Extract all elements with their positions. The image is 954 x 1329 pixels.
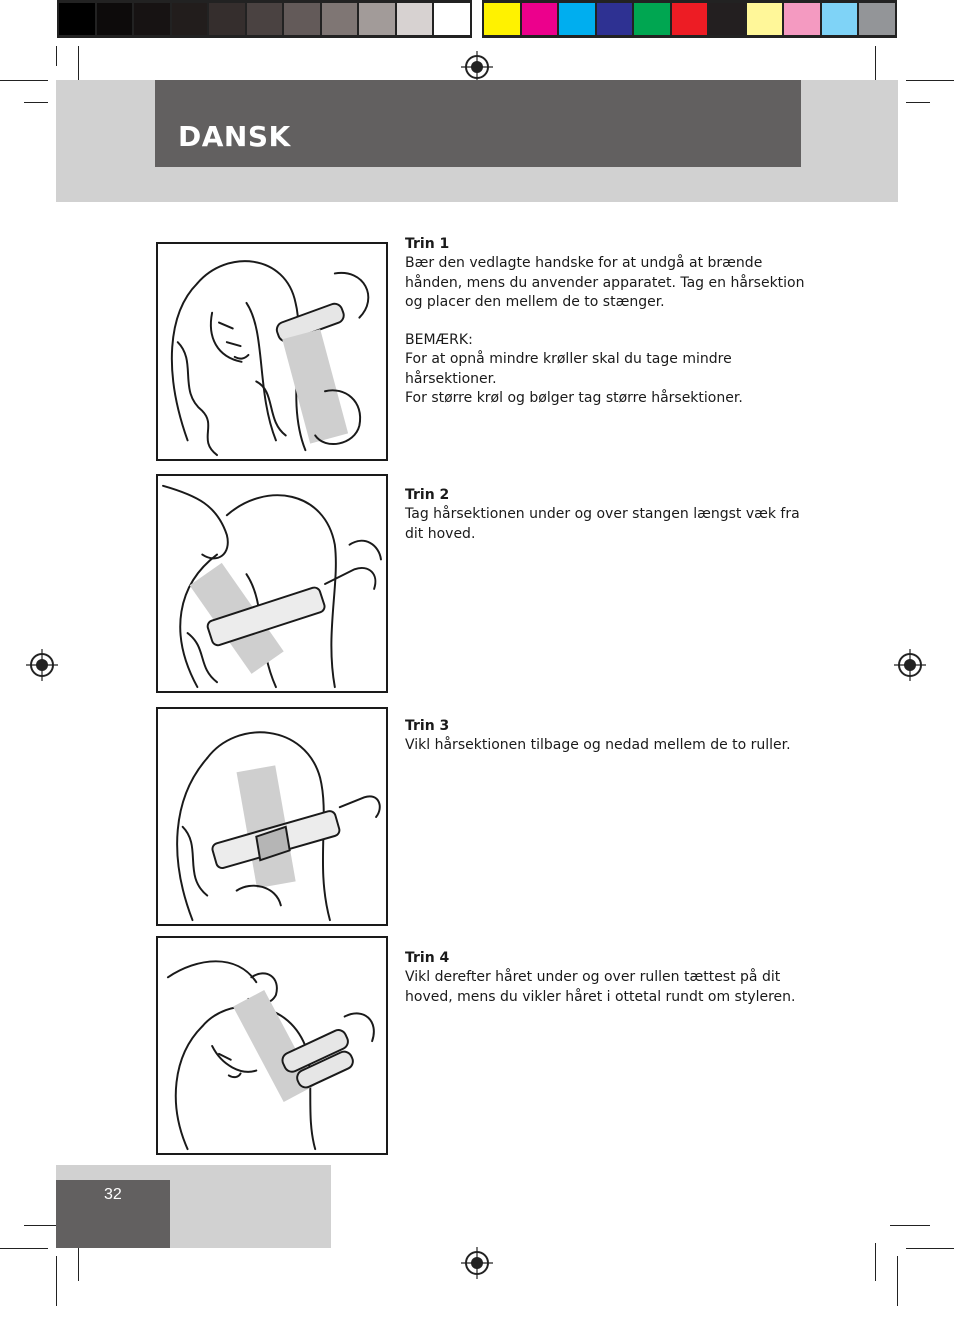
step-text: Bær den vedlagte handske for at undgå at brænde hånden, mens du anvender apparatet. Tag en hårsektion og placer den mellem de to stænger. xyxy=(405,255,805,310)
process-color-swatch xyxy=(522,3,558,35)
registration-mark-icon xyxy=(893,648,927,682)
crop-mark xyxy=(0,1248,48,1249)
registration-mark-icon xyxy=(25,648,59,682)
process-color-swatch xyxy=(747,3,783,35)
crop-mark xyxy=(0,80,48,81)
grayscale-swatch xyxy=(434,3,470,35)
crop-mark xyxy=(906,80,954,81)
grayscale-swatch xyxy=(359,3,395,35)
grayscale-swatch xyxy=(97,3,133,35)
grayscale-swatch xyxy=(247,3,283,35)
step-text: Vikl derefter håret under og over rullen tættest på dit hoved, mens du vikler håret i ottetal rundt om styleren. xyxy=(405,969,796,1005)
process-color-swatch xyxy=(784,3,820,35)
grayscale-swatch xyxy=(284,3,320,35)
process-color-swatch xyxy=(484,3,520,35)
step-title: Trin 1 xyxy=(405,236,450,252)
grayscale-swatch xyxy=(322,3,358,35)
process-color-swatch xyxy=(559,3,595,35)
crop-mark xyxy=(906,1248,954,1249)
process-color-swatch xyxy=(634,3,670,35)
step-title: Trin 2 xyxy=(405,487,450,503)
process-color-bar xyxy=(482,0,897,38)
crop-mark xyxy=(890,1225,930,1226)
crop-mark xyxy=(897,1256,898,1306)
step-4-instructions xyxy=(405,949,805,1007)
crop-mark xyxy=(78,1243,79,1281)
grayscale-swatch xyxy=(59,3,95,35)
step-title: Trin 4 xyxy=(405,950,450,966)
process-color-swatch xyxy=(709,3,745,35)
crop-mark xyxy=(906,102,930,103)
crop-mark xyxy=(875,1243,876,1281)
grayscale-color-bar xyxy=(57,0,472,38)
step-text: Tag hårsektionen under og over stangen længst væk fra dit hoved. xyxy=(405,506,800,542)
hair-styling-step4-illustration xyxy=(156,936,388,1155)
process-color-swatch xyxy=(859,3,895,35)
grayscale-swatch xyxy=(397,3,433,35)
page-title: DANSK xyxy=(178,120,291,153)
process-color-swatch xyxy=(672,3,708,35)
step-title: Trin 3 xyxy=(405,718,450,734)
note-line: For større krøl og bølger tag større hårsektioner. xyxy=(405,390,743,407)
crop-mark xyxy=(56,1256,57,1306)
process-color-swatch xyxy=(597,3,633,35)
grayscale-swatch xyxy=(134,3,170,35)
crop-mark xyxy=(56,46,57,66)
registration-mark-icon xyxy=(460,1246,494,1280)
grayscale-swatch xyxy=(172,3,208,35)
crop-mark xyxy=(24,102,48,103)
grayscale-swatch xyxy=(209,3,245,35)
page-number: 32 xyxy=(104,1186,122,1203)
registration-mark-icon xyxy=(460,50,494,84)
step-1-instructions xyxy=(405,235,805,408)
note-line: For at opnå mindre krøller skal du tage mindre hårsektioner. xyxy=(405,351,732,387)
hair-styling-step3-illustration xyxy=(156,707,388,926)
step-text: Vikl hårsektionen tilbage og nedad mellem de to ruller. xyxy=(405,737,791,754)
step-2-instructions xyxy=(405,486,805,544)
step-3-instructions xyxy=(405,717,805,756)
hair-styling-step2-illustration xyxy=(156,474,388,693)
hair-styling-step1-illustration xyxy=(156,242,388,461)
note-label: BEMÆRK: xyxy=(405,332,473,349)
process-color-swatch xyxy=(822,3,858,35)
